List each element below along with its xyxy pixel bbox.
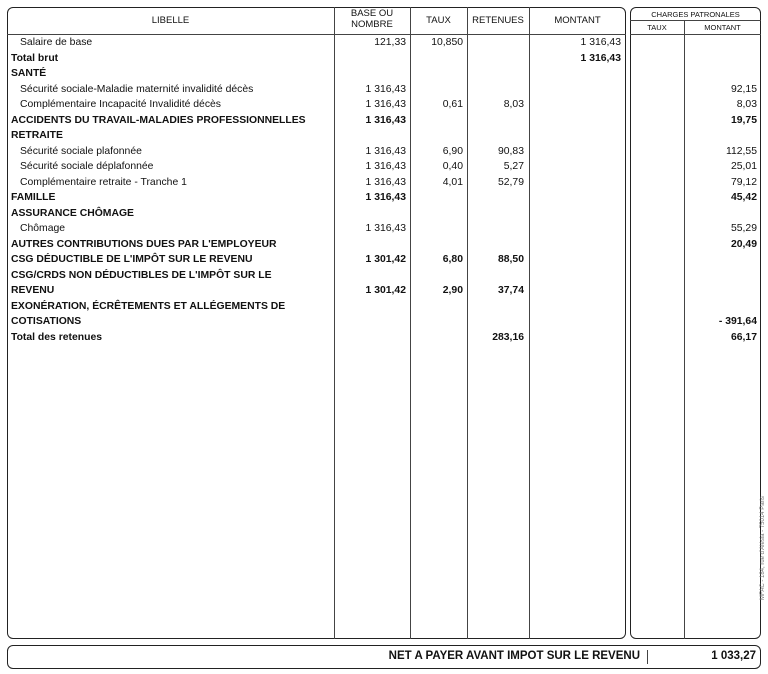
header-pat-montant: MONTANT [704,23,741,32]
table-row [0,330,760,346]
row-taux: 6,90 [442,145,463,157]
row-taux: 10,850 [431,37,463,48]
row-label: ACCIDENTS DU TRAVAIL-MALADIES PROFESSIONNELLES [11,114,306,126]
row-base: 1 316,43 [365,145,406,157]
table-row [0,206,760,222]
table-row [0,237,760,253]
table-row [0,268,760,284]
table-row [0,82,760,98]
table-row [0,66,760,82]
row-label: COTISATIONS [11,316,82,327]
net-pay-label: NET A PAYER AVANT IMPOT SUR LE REVENU [388,650,640,662]
row-base: 121,33 [374,37,406,48]
row-pat-montant: - 391,64 [718,316,757,327]
row-pat-montant: 25,01 [730,161,757,172]
row-base: 1 301,42 [365,285,406,296]
table-row [0,35,760,51]
header-base-line1: BASE OU [350,8,394,19]
row-base: 1 316,43 [365,83,406,95]
table-row [0,221,760,237]
row-pat-montant: 112,55 [725,145,757,157]
row-label: Total brut [11,52,59,64]
row-label: RETRAITE [11,130,63,141]
row-label: SANTÉ [11,68,47,79]
net-pay-value: 1 033,27 [711,650,756,662]
row-retenues: 283,16 [492,331,524,343]
table-row [0,97,760,113]
row-label: Complémentaire Incapacité Invalidité décès [20,99,221,110]
row-label: CSG/CRDS NON DÉDUCTIBLES DE L'IMPÔT SUR LE [11,269,272,281]
row-pat-montant: 66,17 [730,331,757,343]
row-taux: 2,90 [442,285,463,296]
row-taux: 6,80 [442,254,463,265]
row-base: 1 316,43 [365,176,406,188]
row-label: Salaire de base [20,37,93,48]
table-row [0,190,760,206]
row-montant: 1 316,43 [580,52,621,64]
row-retenues: 37,74 [497,285,524,296]
header-pat-taux: TAUX [647,23,667,32]
header-montant: MONTANT [554,15,601,26]
table-row [0,252,760,268]
table-row [0,128,760,144]
row-label: CSG DÉDUCTIBLE DE L'IMPÔT SUR LE REVENU [11,254,253,265]
row-retenues: 88,50 [497,254,524,265]
header-taux: TAUX [426,15,451,26]
row-pat-montant: 55,29 [730,223,757,234]
row-retenues: 5,27 [503,161,524,172]
table-row [0,113,760,129]
row-taux: 4,01 [442,176,463,188]
table-row [0,144,760,160]
table-row [0,299,760,315]
row-base: 1 316,43 [365,114,406,126]
row-taux: 0,61 [442,99,463,110]
row-pat-montant: 79,12 [730,176,757,188]
row-label: EXONÉRATION, ÉCRÊTEMENTS ET ALLÉGEMENTS DE [11,300,286,312]
row-base: 1 301,42 [365,254,406,265]
header-charges-patronales: CHARGES PATRONALES [651,10,740,19]
row-retenues: 90,83 [497,145,524,157]
table-row [0,51,760,67]
row-base: 1 316,43 [365,223,406,234]
row-pat-montant: 19,75 [730,114,757,126]
row-pat-montant: 20,49 [730,238,757,250]
header-retenues: RETENUES [472,15,524,26]
row-label: Total des retenues [11,331,103,343]
row-retenues: 52,79 [497,176,524,188]
row-label: Sécurité sociale plafonnée [20,145,142,157]
header-base-line2: NOMBRE [351,19,393,30]
net-pay-divider [647,650,648,664]
payslip-rows [0,35,760,345]
row-label: AUTRES CONTRIBUTIONS DUES PAR L'EMPLOYEUR [11,238,277,250]
row-label: Complémentaire retraite - Tranche 1 [20,176,187,188]
row-base: 1 316,43 [365,161,406,172]
table-row [0,175,760,191]
row-label: FAMILLE [11,192,56,203]
row-retenues: 8,03 [503,99,524,110]
row-label: Sécurité sociale déplafonnée [20,161,154,172]
row-montant: 1 316,43 [580,37,621,48]
header-libelle: LIBELLE [151,15,190,26]
row-base: 1 316,43 [365,99,406,110]
table-row [0,314,760,330]
table-row [0,159,760,175]
table-row [0,283,760,299]
row-base: 1 316,43 [365,192,406,203]
row-pat-montant: 8,03 [736,99,757,110]
row-label: Sécurité sociale-Maladie maternité invalidité décès [20,83,254,95]
row-taux: 0,40 [442,161,463,172]
row-label: ASSURANCE CHÔMAGE [11,207,134,219]
row-label: Chômage [20,223,66,234]
header-base [334,8,410,30]
row-pat-montant: 45,42 [730,192,757,203]
row-label: REVENU [11,285,55,296]
row-pat-montant: 92,15 [730,83,757,95]
side-note: MFAC - 184, rue d'Alésia - 75014 Paris [760,496,766,600]
pat-header-divider-1 [630,20,761,21]
